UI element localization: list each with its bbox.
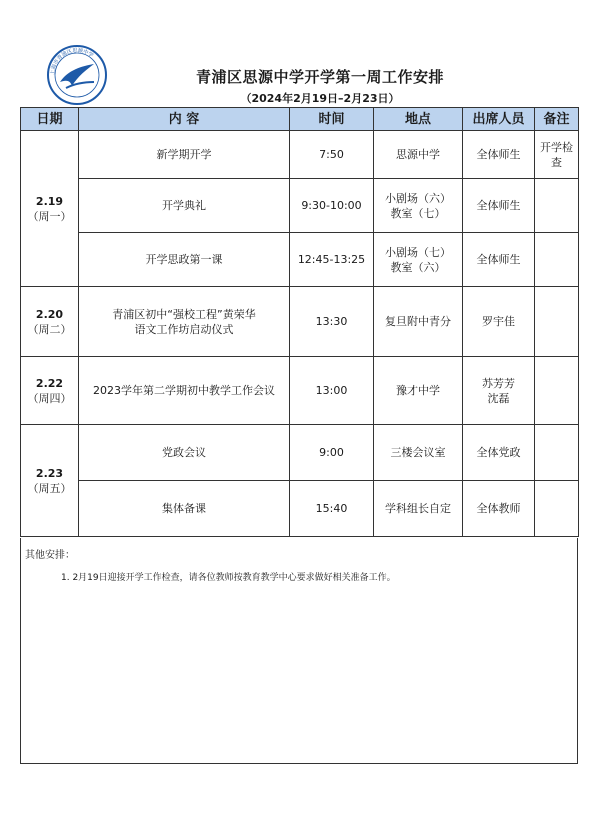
attendees-cell: 全体师生	[463, 233, 535, 287]
time-cell: 13:00	[290, 357, 374, 425]
content-cell: 集体备课	[79, 481, 290, 537]
time-cell: 7:50	[290, 131, 374, 179]
table-row	[21, 131, 579, 179]
time-cell: 12:45-13:25	[290, 233, 374, 287]
place-cell	[374, 179, 463, 233]
date-value: 2.20	[35, 307, 64, 321]
content-cell: 开学思政第一课	[79, 233, 290, 287]
table-row	[21, 425, 579, 481]
note-cell	[535, 287, 579, 357]
attendees-cell: 全体师生	[463, 179, 535, 233]
time-cell: 13:30	[290, 287, 374, 357]
time-cell: 9:00	[290, 425, 374, 481]
time-cell: 9:30-10:00	[290, 179, 374, 233]
place-cell: 三楼会议室	[374, 425, 463, 481]
date-cell-monday	[21, 131, 79, 287]
note-cell	[535, 179, 579, 233]
svg-text:上海市青浦区思源中学	[48, 46, 95, 75]
content-cell: 新学期开学	[79, 131, 290, 179]
content-line: 青浦区初中“强校工程”黄荣华	[112, 307, 256, 321]
header-time: 时间	[290, 108, 374, 131]
time-cell: 15:40	[290, 481, 374, 537]
attendees-cell: 罗宇佳	[463, 287, 535, 357]
place-cell: 豫才中学	[374, 357, 463, 425]
date-cell-tuesday	[21, 287, 79, 357]
date-cell-thursday	[21, 357, 79, 425]
weekday-label: （周五）	[27, 481, 72, 495]
date-cell-friday	[21, 425, 79, 537]
table-row	[21, 179, 579, 233]
content-line: 语文工作坊启动仪式	[134, 322, 234, 336]
other-arrangement-item: 1. 2月19日迎接开学工作检查，请各位教师按教育教学中心要求做好相关准备工作。	[61, 573, 396, 583]
weekday-label: （周四）	[27, 391, 72, 405]
content-cell: 2023学年第二学期初中教学工作会议	[79, 357, 290, 425]
header-content: 内 容	[79, 108, 290, 131]
other-arrangements-title: 其他安排：	[25, 550, 75, 561]
header-attendees: 出席人员	[463, 108, 535, 131]
content-cell: 开学典礼	[79, 179, 290, 233]
table-row	[21, 481, 579, 537]
table-row	[21, 233, 579, 287]
place-cell	[374, 233, 463, 287]
place-cell: 复旦附中青分	[374, 287, 463, 357]
table-header-row	[21, 108, 579, 131]
school-logo	[46, 44, 108, 106]
note-cell	[535, 233, 579, 287]
schedule-table	[20, 107, 579, 537]
page-subtitle: （2024年2月19日–2月23日）	[240, 92, 400, 105]
table-row	[21, 357, 579, 425]
logo-text: 上海市青浦区思源中学	[49, 47, 95, 76]
content-cell: 党政会议	[79, 425, 290, 481]
other-arrangements-box	[20, 538, 578, 764]
place-cell: 学科组长自定	[374, 481, 463, 537]
weekday-label: （周一）	[27, 209, 72, 223]
attendees-cell: 全体教师	[463, 481, 535, 537]
note-cell	[535, 357, 579, 425]
weekday-label: （周二）	[27, 322, 72, 336]
date-value: 2.19	[35, 194, 64, 208]
attendees-cell: 全体党政	[463, 425, 535, 481]
attendees-cell	[463, 357, 535, 425]
attendees-cell: 全体师生	[463, 131, 535, 179]
attendee-line: 沈磊	[487, 391, 510, 405]
note-cell	[535, 425, 579, 481]
date-value: 2.22	[35, 376, 64, 390]
place-cell: 思源中学	[374, 131, 463, 179]
header-date: 日期	[21, 108, 79, 131]
page-title: 青浦区思源中学开学第一周工作安排	[195, 68, 444, 86]
header-note: 备注	[535, 108, 579, 131]
attendee-line: 苏芳芳	[482, 376, 515, 390]
date-value: 2.23	[35, 466, 64, 480]
place-line: 教室（六）	[390, 260, 446, 274]
header-place: 地点	[374, 108, 463, 131]
table-row	[21, 287, 579, 357]
place-line: 教室（七）	[390, 206, 446, 220]
place-line: 小剧场（七）	[385, 245, 451, 259]
content-cell	[79, 287, 290, 357]
note-cell: 开学检查	[535, 131, 579, 179]
note-cell	[535, 481, 579, 537]
place-line: 小剧场（六）	[385, 191, 451, 205]
